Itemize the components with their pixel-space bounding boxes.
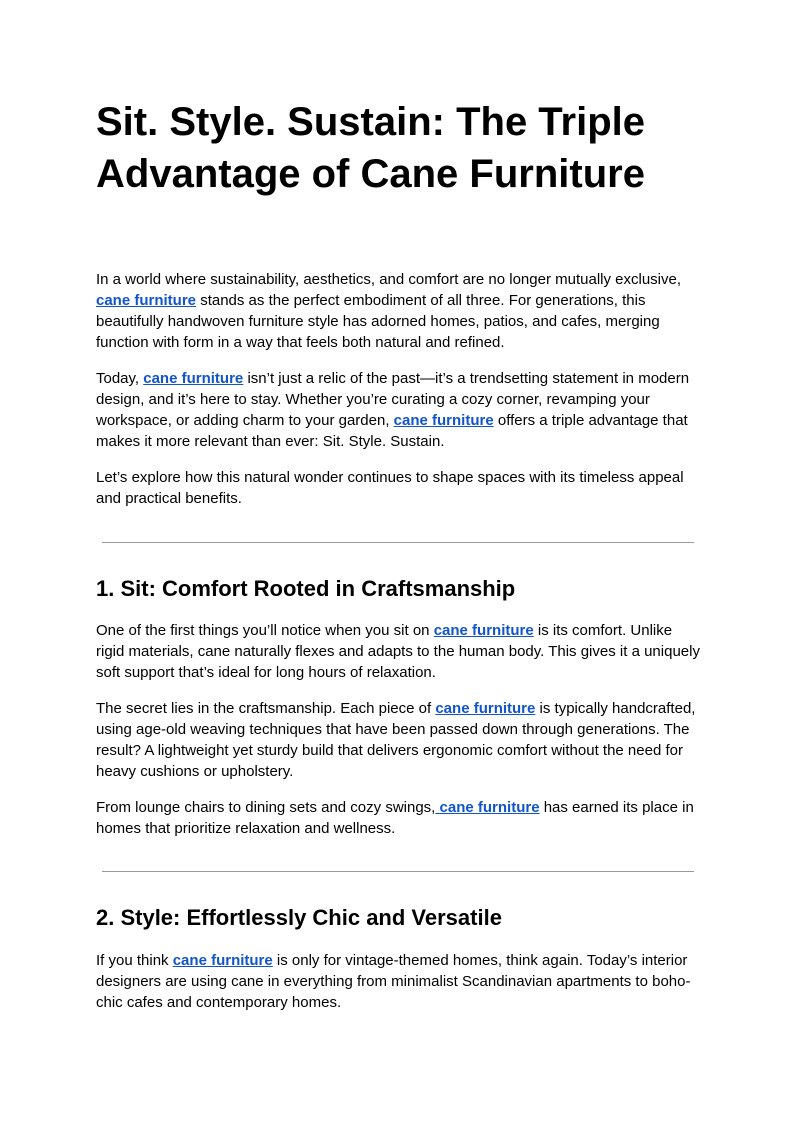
section-heading-sit: 1. Sit: Comfort Rooted in Craftsmanship bbox=[96, 576, 516, 601]
text-run: is its comfort. Unlike rigid materials, cane naturally flexes and adapts to the human body. This gives it a uniquely soft support that’s ideal for long hours of relaxation. bbox=[96, 622, 700, 681]
document-title: Sit. Style. Sustain: The Triple Advantage of Cane Furniture bbox=[96, 100, 646, 196]
cane-furniture-link[interactable]: cane furniture bbox=[393, 412, 494, 429]
cane-furniture-link[interactable]: cane furniture bbox=[143, 370, 244, 387]
text-run: isn’t just a relic of the past—it’s a trendsetting statement in modern design, and it’s here to stay. Whether you’re curating a cozy corner, revamping your workspace, or adding charm to your garden, bbox=[96, 370, 690, 429]
text-run: is only for vintage-themed homes, think again. Today’s interior designers are using cane in everything from minimalist Scandinavian apartments to boho-chic cafes and contemporary homes. bbox=[96, 952, 691, 1011]
section-style bbox=[96, 904, 700, 932]
text-run: In a world where sustainability, aesthetics, and comfort are no longer mutually exclusive, bbox=[96, 271, 682, 288]
intro-section bbox=[96, 269, 700, 524]
text-run: If you think bbox=[96, 952, 173, 969]
text-run: Today, bbox=[96, 370, 144, 387]
section-sit-body bbox=[96, 620, 700, 854]
intro-paragraph-3: Let’s explore how this natural wonder continues to shape spaces with its timeless appeal and practical benefits. bbox=[96, 469, 684, 507]
text-run: stands as the perfect embodiment of all three. For generations, this beautifully handwoven furniture style has adorned homes, patios, and cafes, merging function with form in a way that feels both natural and refined. bbox=[96, 292, 660, 351]
cane-furniture-link[interactable]: cane furniture bbox=[172, 952, 273, 969]
text-run: From lounge chairs to dining sets and cozy swings, bbox=[96, 799, 436, 816]
text-run: has earned its place in homes that prioritize relaxation and wellness. bbox=[96, 799, 694, 837]
section-style-body bbox=[96, 950, 700, 1028]
section-divider bbox=[102, 871, 694, 872]
sit-paragraph-1 bbox=[96, 620, 700, 683]
intro-paragraph-1 bbox=[96, 269, 700, 353]
text-run: One of the first things you’ll notice when you sit on bbox=[96, 622, 434, 639]
style-paragraph-1 bbox=[96, 950, 700, 1013]
cane-furniture-link[interactable]: cane furniture bbox=[435, 799, 540, 816]
section-divider bbox=[102, 542, 694, 543]
cane-furniture-link[interactable]: cane furniture bbox=[433, 622, 534, 639]
section-sit bbox=[96, 575, 700, 603]
sit-paragraph-3 bbox=[96, 797, 700, 839]
intro-paragraph-2 bbox=[96, 368, 700, 452]
text-run: The secret lies in the craftsmanship. Each piece of bbox=[96, 700, 436, 717]
section-heading-style: 2. Style: Effortlessly Chic and Versatile bbox=[96, 905, 502, 930]
text-run: offers a triple advantage that makes it more relevant than ever: Sit. Style. Sustain. bbox=[96, 412, 688, 450]
cane-furniture-link[interactable]: cane furniture bbox=[435, 700, 536, 717]
cane-furniture-link[interactable]: cane furniture bbox=[96, 292, 197, 309]
text-run: is typically handcrafted, using age-old weaving techniques that have been passed down through generations. The result? A lightweight yet sturdy build that delivers ergonomic comfort without the need for heavy cushions or upholstery. bbox=[96, 700, 696, 780]
sit-paragraph-2 bbox=[96, 698, 700, 782]
